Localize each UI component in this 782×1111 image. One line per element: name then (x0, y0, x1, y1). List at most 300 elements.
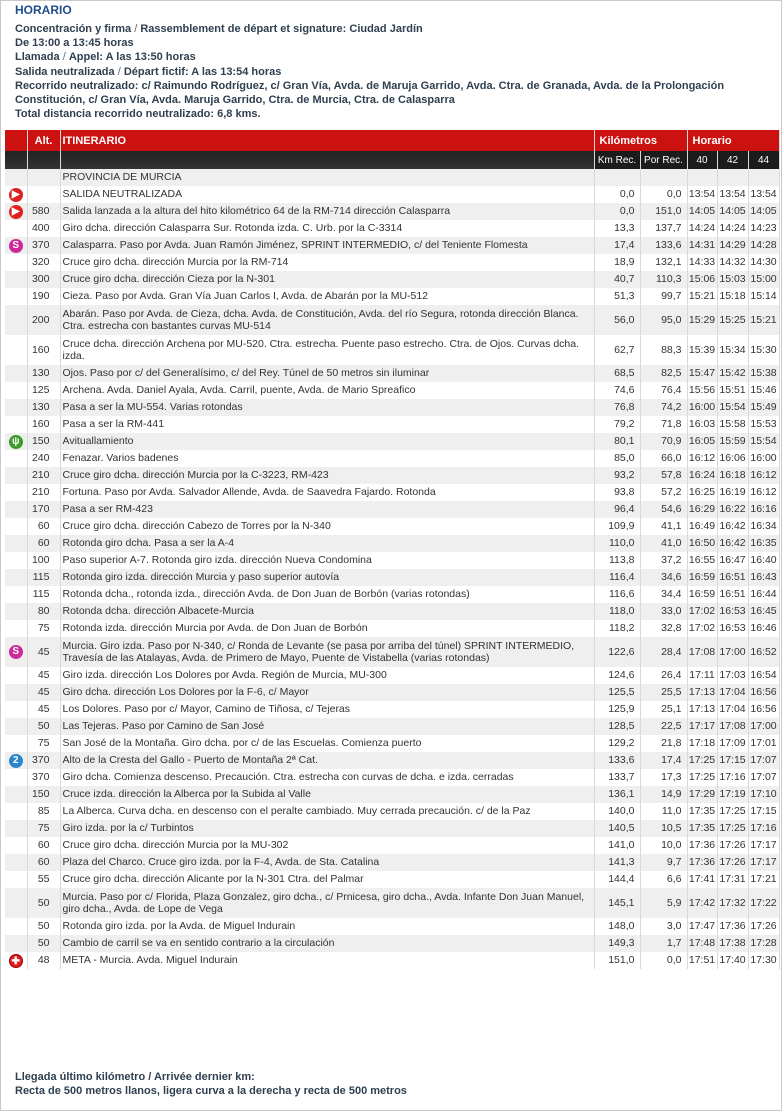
cell-desc: PROVINCIA DE MURCIA (60, 169, 594, 186)
row-icon-cell (5, 305, 27, 335)
cell-alt: 190 (27, 288, 60, 305)
cell-t3: 17:00 (748, 718, 779, 735)
cell-km: 113,8 (594, 552, 640, 569)
table-row (5, 935, 779, 952)
table-row (5, 382, 779, 399)
cell-por: 9,7 (640, 854, 687, 871)
cell-t2: 17:04 (717, 684, 748, 701)
cell-t3: 17:17 (748, 854, 779, 871)
cell-t1: 16:59 (687, 586, 717, 603)
cell-t3: 15:21 (748, 305, 779, 335)
cell-desc: Alto de la Cresta del Gallo - Puerto de Montaña 2ª Cat. (60, 752, 594, 769)
table-row (5, 769, 779, 786)
row-icon-cell (5, 871, 27, 888)
cell-t3: 14:05 (748, 203, 779, 220)
cell-km: 85,0 (594, 450, 640, 467)
row-icon-cell (5, 620, 27, 637)
info-line (15, 22, 781, 36)
cell-t3: 17:17 (748, 837, 779, 854)
row-icon-cell (5, 667, 27, 684)
info-separator: / (114, 65, 124, 78)
cell-alt: 210 (27, 484, 60, 501)
cell-t1: 16:49 (687, 518, 717, 535)
info-line (15, 79, 781, 93)
cell-desc: Avituallamiento (60, 433, 594, 450)
info-text: Llamada (15, 51, 60, 64)
cell-alt: 210 (27, 467, 60, 484)
table-row (5, 335, 779, 365)
cell-t1: 15:06 (687, 271, 717, 288)
cell-km: 93,2 (594, 467, 640, 484)
cell-alt: 370 (27, 752, 60, 769)
cell-t2: 17:38 (717, 935, 748, 952)
row-icon-cell (5, 203, 27, 220)
cell-desc: META - Murcia. Avda. Miguel Indurain (60, 952, 594, 969)
table-row (5, 399, 779, 416)
cell-t3: 16:46 (748, 620, 779, 637)
cell-t2: 15:25 (717, 305, 748, 335)
mountain-2cat-icon: 2 (9, 754, 23, 768)
cell-por: 88,3 (640, 335, 687, 365)
cell-t1: 17:13 (687, 701, 717, 718)
header-kilometros: Kilómetros (594, 130, 687, 151)
row-icon-cell (5, 186, 27, 203)
cell-desc: Cruce giro dcha. dirección Murcia por la C-3223, RM-423 (60, 467, 594, 484)
cell-t2: 17:19 (717, 786, 748, 803)
table-row (5, 169, 779, 186)
cell-t1: 16:00 (687, 399, 717, 416)
header-speed-42: 42 (717, 151, 748, 169)
cell-t3: 16:52 (748, 637, 779, 667)
cell-desc: Ojos. Paso por c/ del Generalísimo, c/ del Rey. Túnel de 50 metros sin iluminar (60, 365, 594, 382)
cell-t1: 17:02 (687, 603, 717, 620)
cell-km: 40,7 (594, 271, 640, 288)
cell-t2: 17:26 (717, 854, 748, 871)
table-row (5, 237, 779, 254)
cell-desc: Archena. Avda. Daniel Ayala, Avda. Carril, puente, Avda. de Mario Spreafico (60, 382, 594, 399)
cell-desc: Giro dcha. dirección Los Dolores por la F-6, c/ Mayor (60, 684, 594, 701)
cell-alt: 50 (27, 935, 60, 952)
info-separator: / (59, 51, 69, 64)
table-row (5, 667, 779, 684)
cell-por: 22,5 (640, 718, 687, 735)
cell-alt: 60 (27, 535, 60, 552)
cell-desc: Fortuna. Paso por Avda. Salvador Allende, Avda. de Saavedra Fajardo. Rotonda (60, 484, 594, 501)
cell-km: 144,4 (594, 871, 640, 888)
cell-t1: 16:05 (687, 433, 717, 450)
cell-km: 125,5 (594, 684, 640, 701)
cell-t3: 17:26 (748, 918, 779, 935)
cell-alt: 50 (27, 888, 60, 918)
cell-t2: 16:19 (717, 484, 748, 501)
cell-alt: 48 (27, 952, 60, 969)
cell-t3: 17:07 (748, 752, 779, 769)
cell-desc: La Alberca. Curva dcha. en descenso con el peralte cambiado. Muy cerrada precaución. c/ de la Paz (60, 803, 594, 820)
cell-por: 10,5 (640, 820, 687, 837)
cell-por: 1,7 (640, 935, 687, 952)
cell-t2: 16:47 (717, 552, 748, 569)
cell-por: 57,2 (640, 484, 687, 501)
table-row (5, 433, 779, 450)
table-row (5, 518, 779, 535)
cell-desc: Cambio de carril se va en sentido contrario a la circulación (60, 935, 594, 952)
cell-t1: 17:13 (687, 684, 717, 701)
info-text-fr: Appel: A las 13:50 horas (68, 51, 196, 64)
cell-t1: 13:54 (687, 186, 717, 203)
itinerary-table (5, 130, 780, 969)
cell-desc: Rotonda giro izda. dirección Murcia y paso superior autovía (60, 569, 594, 586)
cell-t3: 17:10 (748, 786, 779, 803)
cell-t1: 15:29 (687, 305, 717, 335)
row-icon-cell (5, 935, 27, 952)
cell-desc: Plaza del Charco. Cruce giro izda. por la F-4, Avda. de Sta. Catalina (60, 854, 594, 871)
table-row (5, 467, 779, 484)
row-icon-cell (5, 718, 27, 735)
start-icon: ▶ (9, 205, 23, 219)
table-row (5, 786, 779, 803)
table-row (5, 501, 779, 518)
cell-alt: 240 (27, 450, 60, 467)
table-row (5, 535, 779, 552)
table-row (5, 271, 779, 288)
cell-t2: 15:54 (717, 399, 748, 416)
cell-t1: 17:25 (687, 769, 717, 786)
cell-t1: 17:17 (687, 718, 717, 735)
cell-por: 0,0 (640, 952, 687, 969)
row-icon-cell (5, 769, 27, 786)
cell-t3: 14:28 (748, 237, 779, 254)
cell-t3: 16:12 (748, 467, 779, 484)
cell-por: 57,8 (640, 467, 687, 484)
cell-km: 125,9 (594, 701, 640, 718)
cell-t2: 16:42 (717, 518, 748, 535)
cell-desc: Cruce giro dcha. dirección Murcia por la RM-714 (60, 254, 594, 271)
cell-t2: 17:25 (717, 803, 748, 820)
cell-t3: 17:28 (748, 935, 779, 952)
cell-alt: 60 (27, 518, 60, 535)
cell-alt: 400 (27, 220, 60, 237)
cell-t1: 17:29 (687, 786, 717, 803)
cell-por: 21,8 (640, 735, 687, 752)
cell-alt: 45 (27, 701, 60, 718)
cell-desc: Los Dolores. Paso por c/ Mayor, Camino de Tiñosa, c/ Tejeras (60, 701, 594, 718)
cell-km: 74,6 (594, 382, 640, 399)
finish-icon: ✚ (9, 954, 23, 968)
table-row (5, 701, 779, 718)
table-row (5, 450, 779, 467)
cell-alt: 50 (27, 918, 60, 935)
cell-t3: 16:56 (748, 684, 779, 701)
table-row (5, 888, 779, 918)
cell-km: 118,0 (594, 603, 640, 620)
row-icon-cell (5, 335, 27, 365)
cell-t3: 17:30 (748, 952, 779, 969)
cell-t1: 17:36 (687, 837, 717, 854)
cell-t1: 17:11 (687, 667, 717, 684)
table-row (5, 718, 779, 735)
info-block (1, 17, 781, 130)
cell-km: 68,5 (594, 365, 640, 382)
cell-t2: 17:16 (717, 769, 748, 786)
table-row (5, 952, 779, 969)
cell-t3: 15:49 (748, 399, 779, 416)
cell-alt: 115 (27, 569, 60, 586)
cell-t2: 16:06 (717, 450, 748, 467)
info-text: Total distancia recorrido neutralizado: 6,8 kms. (15, 108, 261, 121)
cell-por: 95,0 (640, 305, 687, 335)
cell-desc: Abarán. Paso por Avda. de Cieza, dcha. Avda. de Constitución, Avda. del río Segura, rotonda dirección Blanca. Ctra. estrecha con bastantes curvas MU-514 (60, 305, 594, 335)
cell-desc: Pasa a ser la MU-554. Varias rotondas (60, 399, 594, 416)
cell-t2: 15:59 (717, 433, 748, 450)
info-separator: / (131, 23, 141, 35)
cell-t2: 15:51 (717, 382, 748, 399)
cell-t2: 15:42 (717, 365, 748, 382)
cell-t3: 16:45 (748, 603, 779, 620)
cell-alt: 60 (27, 837, 60, 854)
row-icon-cell (5, 237, 27, 254)
table-row (5, 186, 779, 203)
header-speed-44: 44 (748, 151, 779, 169)
cell-desc: Pasa a ser RM-423 (60, 501, 594, 518)
table-row (5, 254, 779, 271)
cell-alt: 60 (27, 854, 60, 871)
cell-km: 96,4 (594, 501, 640, 518)
start-icon: ▶ (9, 188, 23, 202)
info-text: Constitución, c/ Gran Vía, Avda. Maruja Garrido, Ctra. de Murcia, Ctra. de Calasparra (15, 94, 455, 107)
row-icon-cell (5, 271, 27, 288)
row-icon-cell (5, 586, 27, 603)
table-row (5, 637, 779, 667)
cell-t1 (687, 169, 717, 186)
cell-t3: 16:54 (748, 667, 779, 684)
cell-km: 80,1 (594, 433, 640, 450)
cell-por: 3,0 (640, 918, 687, 935)
cell-km: 124,6 (594, 667, 640, 684)
cell-km: 136,1 (594, 786, 640, 803)
info-line (15, 107, 781, 121)
cell-t1: 14:24 (687, 220, 717, 237)
info-line (15, 36, 781, 50)
cell-desc: Giro izda. por la c/ Turbintos (60, 820, 594, 837)
table-header (5, 130, 779, 151)
info-line (15, 93, 781, 107)
row-icon-cell (5, 501, 27, 518)
table-row (5, 820, 779, 837)
table-row (5, 416, 779, 433)
cell-t1: 17:42 (687, 888, 717, 918)
cell-desc: Rotonda dcha. dirección Albacete-Murcia (60, 603, 594, 620)
cell-por: 41,0 (640, 535, 687, 552)
cell-t2: 14:05 (717, 203, 748, 220)
footer (15, 1070, 407, 1098)
cell-km: 62,7 (594, 335, 640, 365)
row-icon-cell (5, 416, 27, 433)
cell-alt: 50 (27, 718, 60, 735)
row-icon-cell (5, 450, 27, 467)
cell-t3: 16:16 (748, 501, 779, 518)
cell-alt: 160 (27, 416, 60, 433)
cell-km: 140,0 (594, 803, 640, 820)
cell-km: 133,6 (594, 752, 640, 769)
row-icon-cell (5, 433, 27, 450)
cell-t2: 17:31 (717, 871, 748, 888)
info-text: Concentración y firma (15, 23, 132, 35)
cell-t3: 16:34 (748, 518, 779, 535)
row-icon-cell (5, 786, 27, 803)
cell-t1: 16:29 (687, 501, 717, 518)
cell-alt: 130 (27, 365, 60, 382)
row-icon-cell (5, 399, 27, 416)
cell-alt: 370 (27, 769, 60, 786)
cell-t1: 16:25 (687, 484, 717, 501)
cell-desc: Murcia. Paso por c/ Florida, Plaza Gonzalez, giro dcha., c/ Prnicesa, giro dcha., Avda. Infante Don Juan Manuel, giro dcha., Avda. de Lope de Vega (60, 888, 594, 918)
cell-desc: Giro izda. dirección Los Dolores por Avda. Región de Murcia, MU-300 (60, 667, 594, 684)
cell-t3: 16:35 (748, 535, 779, 552)
cell-t1: 17:18 (687, 735, 717, 752)
table-row (5, 871, 779, 888)
cell-alt: 75 (27, 620, 60, 637)
cell-t1: 17:35 (687, 820, 717, 837)
cell-por: 17,3 (640, 769, 687, 786)
cell-t3: 15:14 (748, 288, 779, 305)
cell-por: 99,7 (640, 288, 687, 305)
cell-t3: 17:16 (748, 820, 779, 837)
cell-t1: 16:24 (687, 467, 717, 484)
cell-alt: 45 (27, 684, 60, 701)
sprint-icon: S (9, 645, 23, 659)
cell-por: 76,4 (640, 382, 687, 399)
cell-por: 25,5 (640, 684, 687, 701)
table-row (5, 203, 779, 220)
header-speed-40: 40 (687, 151, 717, 169)
info-text-fr: Rassemblement de départ et signature: Ciudad Jardín (140, 23, 423, 35)
cell-t2: 13:54 (717, 186, 748, 203)
cell-t2: 17:40 (717, 952, 748, 969)
cell-alt (27, 186, 60, 203)
table-row (5, 752, 779, 769)
cell-alt: 115 (27, 586, 60, 603)
cell-t2: 17:15 (717, 752, 748, 769)
cell-km: 140,5 (594, 820, 640, 837)
cell-km: 18,9 (594, 254, 640, 271)
cell-t3: 15:00 (748, 271, 779, 288)
cell-km: 17,4 (594, 237, 640, 254)
cell-alt: 45 (27, 667, 60, 684)
row-icon-cell (5, 637, 27, 667)
cell-por: 54,6 (640, 501, 687, 518)
table-row (5, 603, 779, 620)
cell-alt: 170 (27, 501, 60, 518)
cell-t3: 17:22 (748, 888, 779, 918)
cell-por: 17,4 (640, 752, 687, 769)
cell-desc: Fenazar. Varios badenes (60, 450, 594, 467)
row-icon-cell (5, 820, 27, 837)
itinerary-rows (5, 169, 779, 969)
cell-t2: 17:08 (717, 718, 748, 735)
cell-por (640, 169, 687, 186)
cell-km: 129,2 (594, 735, 640, 752)
cell-por: 0,0 (640, 186, 687, 203)
cell-desc: Giro dcha. dirección Calasparra Sur. Rotonda izda. C. Urb. por la C-3314 (60, 220, 594, 237)
row-icon-cell (5, 684, 27, 701)
cell-t1: 17:48 (687, 935, 717, 952)
cell-desc: Las Tejeras. Paso por Camino de San José (60, 718, 594, 735)
row-icon-cell (5, 803, 27, 820)
cell-t2: 14:29 (717, 237, 748, 254)
cell-por: 10,0 (640, 837, 687, 854)
table-row (5, 288, 779, 305)
row-icon-cell (5, 918, 27, 935)
row-icon-cell (5, 552, 27, 569)
cell-alt: 75 (27, 820, 60, 837)
cell-t3: 16:12 (748, 484, 779, 501)
cell-alt: 300 (27, 271, 60, 288)
cell-km: 109,9 (594, 518, 640, 535)
row-icon-cell (5, 735, 27, 752)
cell-t2: 16:51 (717, 586, 748, 603)
cell-por: 41,1 (640, 518, 687, 535)
cell-desc: Cruce giro dcha. dirección Cieza por la N-301 (60, 271, 594, 288)
cell-km: 149,3 (594, 935, 640, 952)
cell-t3: 16:44 (748, 586, 779, 603)
row-icon-cell (5, 288, 27, 305)
cell-desc: Calasparra. Paso por Avda. Juan Ramón Jiménez, SPRINT INTERMEDIO, c/ del Teniente Flomesta (60, 237, 594, 254)
cell-t3: 15:30 (748, 335, 779, 365)
row-icon-cell (5, 484, 27, 501)
cell-alt: 100 (27, 552, 60, 569)
cell-desc: Cruce dcha. dirección Archena por MU-520. Ctra. estrecha. Puente paso estrecho. Ctra. de Ojos. Curvas dcha. izda. (60, 335, 594, 365)
cell-desc: Murcia. Giro izda. Paso por N-340, c/ Ronda de Levante (se pasa por arriba del túnel) SPRINT INTERMEDIO, Travesía de las Atalayas, Avda. de Primero de Mayo, Puente de Vistabella (varias rotondas) (60, 637, 594, 667)
cell-por: 5,9 (640, 888, 687, 918)
cell-km: 76,8 (594, 399, 640, 416)
info-text: Recorrido neutralizado: c/ Raimundo Rodríguez, c/ Gran Vía, Avda. de Maruja Garrido, Avda. Ctra. de Granada, Avda. de la Prolongación (15, 79, 725, 92)
cell-por: 11,0 (640, 803, 687, 820)
sprint-icon: S (9, 239, 23, 253)
cell-t1: 16:12 (687, 450, 717, 467)
cell-t2: 16:18 (717, 467, 748, 484)
cell-por: 33,0 (640, 603, 687, 620)
info-text: De 13:00 a 13:45 horas (15, 37, 134, 50)
cell-t1: 14:31 (687, 237, 717, 254)
row-icon-cell (5, 382, 27, 399)
cell-por: 137,7 (640, 220, 687, 237)
cell-km: 0,0 (594, 186, 640, 203)
cell-por: 74,2 (640, 399, 687, 416)
cell-t2: 16:53 (717, 620, 748, 637)
row-icon-cell (5, 701, 27, 718)
cell-t2: 17:03 (717, 667, 748, 684)
row-icon-cell (5, 837, 27, 854)
cell-alt: 45 (27, 637, 60, 667)
cell-t3: 17:07 (748, 769, 779, 786)
cell-por: 14,9 (640, 786, 687, 803)
cell-por: 66,0 (640, 450, 687, 467)
table-row (5, 837, 779, 854)
table-row (5, 552, 779, 569)
cell-t3: 16:56 (748, 701, 779, 718)
cell-km: 116,6 (594, 586, 640, 603)
feed-zone-icon: ψ (9, 435, 23, 449)
table-subheader (5, 151, 779, 169)
cell-desc: Pasa a ser la RM-441 (60, 416, 594, 433)
cell-km: 151,0 (594, 952, 640, 969)
cell-por: 151,0 (640, 203, 687, 220)
cell-t2: 15:58 (717, 416, 748, 433)
cell-por: 133,6 (640, 237, 687, 254)
cell-desc: Salida lanzada a la altura del hito kilométrico 64 de la RM-714 dirección Calasparra (60, 203, 594, 220)
row-icon-cell (5, 169, 27, 186)
cell-por: 132,1 (640, 254, 687, 271)
